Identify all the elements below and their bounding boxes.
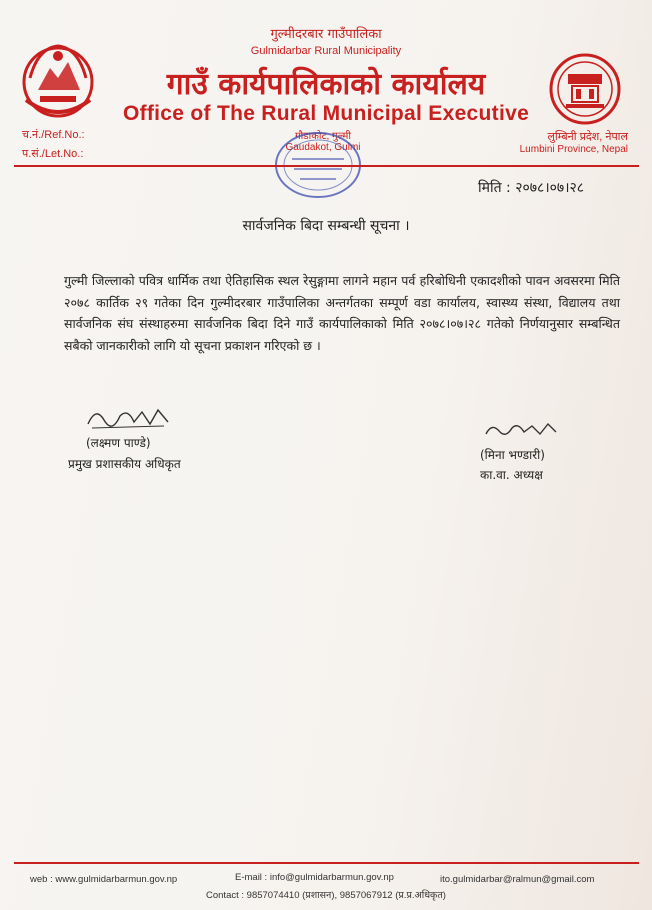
notice-subject: सार्वजनिक बिदा सम्बन्धी सूचना । <box>242 218 410 234</box>
office-title-np: गाउँ कार्यपालिकाको कार्यालय <box>166 67 486 102</box>
signature-left-icon <box>84 404 174 432</box>
office-title-en: Office of The Rural Municipal Executive <box>122 102 530 125</box>
footer-email: E-mail : info@gulmidarbarmun.gov.np <box>235 872 394 883</box>
signatory-right-name: (मिना भण्डारी) <box>480 448 545 462</box>
address-np: गौडाकोट, गुल्मी <box>295 131 351 142</box>
date-line: मिति : २०७८।०७।२८ <box>478 180 585 196</box>
footer-email-secondary: ito.gulmidarbar@ralmun@gmail.com <box>440 874 595 885</box>
signatory-left-title: प्रमुख प्रशासकीय अधिकृत <box>68 457 181 471</box>
footer-contact: Contact : 9857074410 (प्रशासन), 9857067912 (प्र.प्र.अधिकृत) <box>206 890 446 901</box>
address-en: Gaudakot, Gulmi <box>285 142 361 153</box>
footer-divider <box>14 862 639 864</box>
municipality-name-np: गुल्मीदरबार गाउँपालिका <box>270 27 382 42</box>
municipality-name-en: Gulmidarbar Rural Municipality <box>250 45 402 57</box>
ref-no-label: च.नं./Ref.No.: <box>22 129 85 141</box>
province-np: लुम्बिनी प्रदेश, नेपाल <box>547 131 628 143</box>
signature-right-icon <box>482 418 562 442</box>
notice-body: गुल्मी जिल्लाको पवित्र धार्मिक तथा ऐतिहासिक स्थल रेसुङ्गामा लागने महान पर्व हरिबोधिनी एकादशीको पावन अवसरमा मिति २०७८ कार्तिक २९ गतेका दिन गुल्मीदरबार गाउँपालिका अन्तर्गतका सम्पूर्ण वडा कार्यालय, स्वास्थ्य संस्था, विद्यालय तथा सार्वजनिक संघ संस्थाहरुमा सार्वजनिक बिदा दिने गाउँ कार्यपालिकाको मिति २०७८।०७।२८ गतेको निर्णयानुसार सम्बन्धित सबैको जानकारीको लागि यो सूचना प्रकाशन गरिएको छ । <box>64 273 620 353</box>
footer-website: web : www.gulmidarbarmun.gov.np <box>30 874 178 885</box>
province-en: Lumbini Province, Nepal <box>519 144 628 155</box>
signatory-left-name: (लक्ष्मण पाण्डे) <box>86 436 151 450</box>
header-divider <box>14 165 639 167</box>
signatory-right-title: का.वा. अध्यक्ष <box>480 468 543 482</box>
letter-no-label: प.सं./Let.No.: <box>22 148 84 160</box>
